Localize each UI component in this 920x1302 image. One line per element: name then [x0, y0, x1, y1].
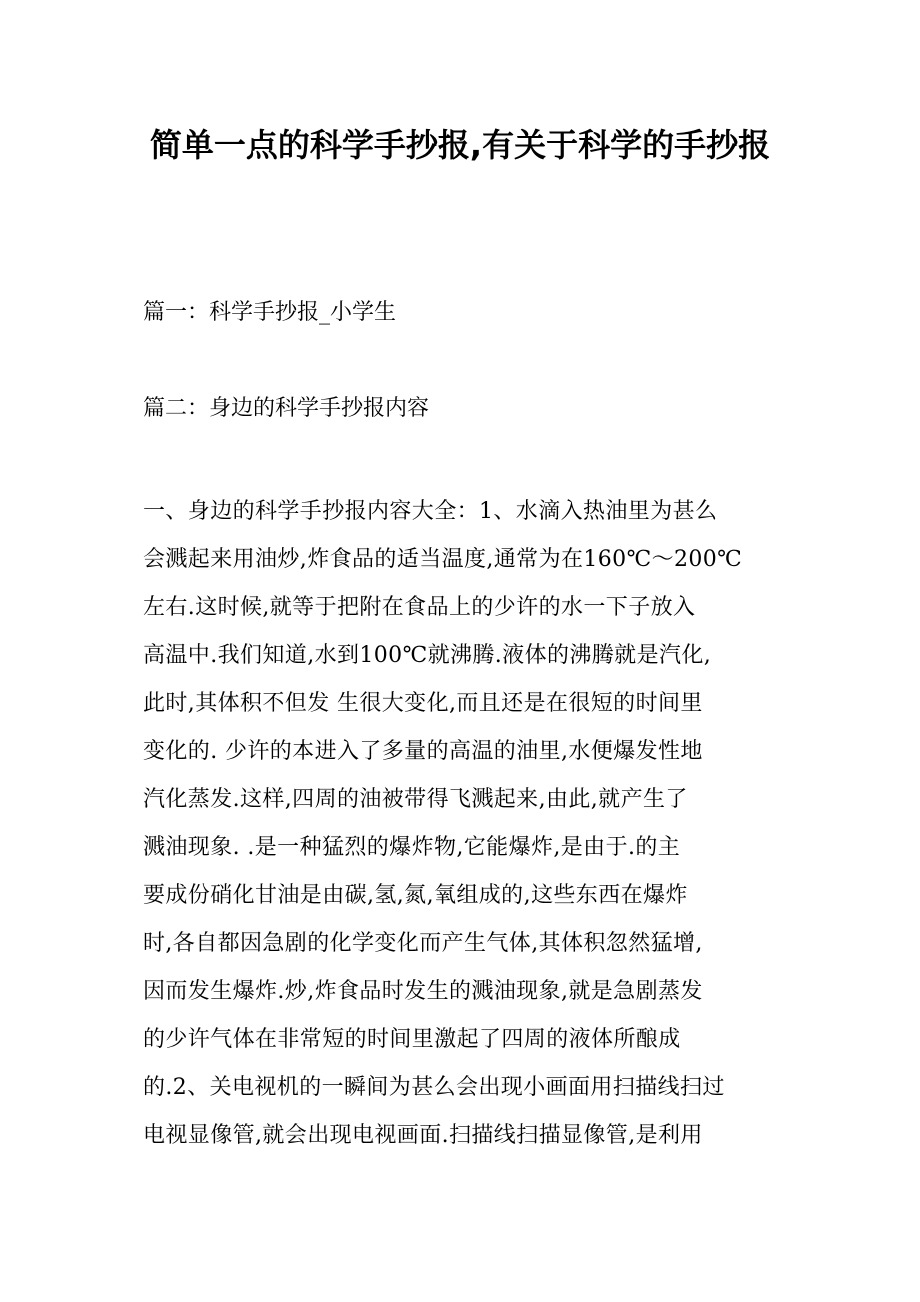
body-line: 汽化蒸发.这样,四周的油被带得飞溅起来,由此,就产生了 — [143, 787, 688, 812]
body-line: 溅油现象. .是一种猛烈的爆炸物,它能爆炸,是由于.的主 — [143, 835, 681, 860]
body-paragraph — [143, 488, 783, 1160]
document-title: 简单一点的科学手抄报,有关于科学的手抄报 — [149, 126, 771, 164]
section-heading-1: 篇一：科学手抄报_小学生 — [143, 300, 397, 325]
body-line: 此时,其体积不但发 生很大变化,而且还是在很短的时间里 — [143, 691, 703, 716]
body-line: 左右.这时候,就等于把附在食品上的少许的水一下子放入 — [143, 595, 696, 620]
body-line: 一、身边的科学手抄报内容大全：1、水滴入热油里为甚么 — [143, 499, 718, 524]
section-heading-2: 篇二：身边的科学手抄报内容 — [143, 396, 430, 421]
body-line: 时,各自都因急剧的化学变化而产生气体,其体积忽然猛增, — [143, 931, 703, 956]
body-line: 变化的. 少许的本进入了多量的高温的油里,水便爆发性地 — [143, 739, 703, 764]
body-line: 高温中.我们知道,水到100℃就沸腾.液体的沸腾就是汽化, — [143, 643, 712, 668]
body-line: 会溅起来用油炒,炸食品的适当温度,通常为在160℃～200℃ — [143, 547, 743, 572]
body-line: 要成份硝化甘油是由碳,氢,氮,氧组成的,这些东西在爆炸 — [143, 883, 688, 908]
body-line: 因而发生爆炸.炒,炸食品时发生的溅油现象,就是急剧蒸发 — [143, 979, 703, 1004]
body-line: 的.2、关电视机的一瞬间为甚么会出现小画面用扫描线扫过 — [143, 1075, 725, 1100]
body-line: 的少许气体在非常短的时间里激起了四周的液体所酿成 — [143, 1027, 681, 1052]
body-line: 电视显像管,就会出现电视画面.扫描线扫描显像管,是利用 — [143, 1123, 703, 1148]
